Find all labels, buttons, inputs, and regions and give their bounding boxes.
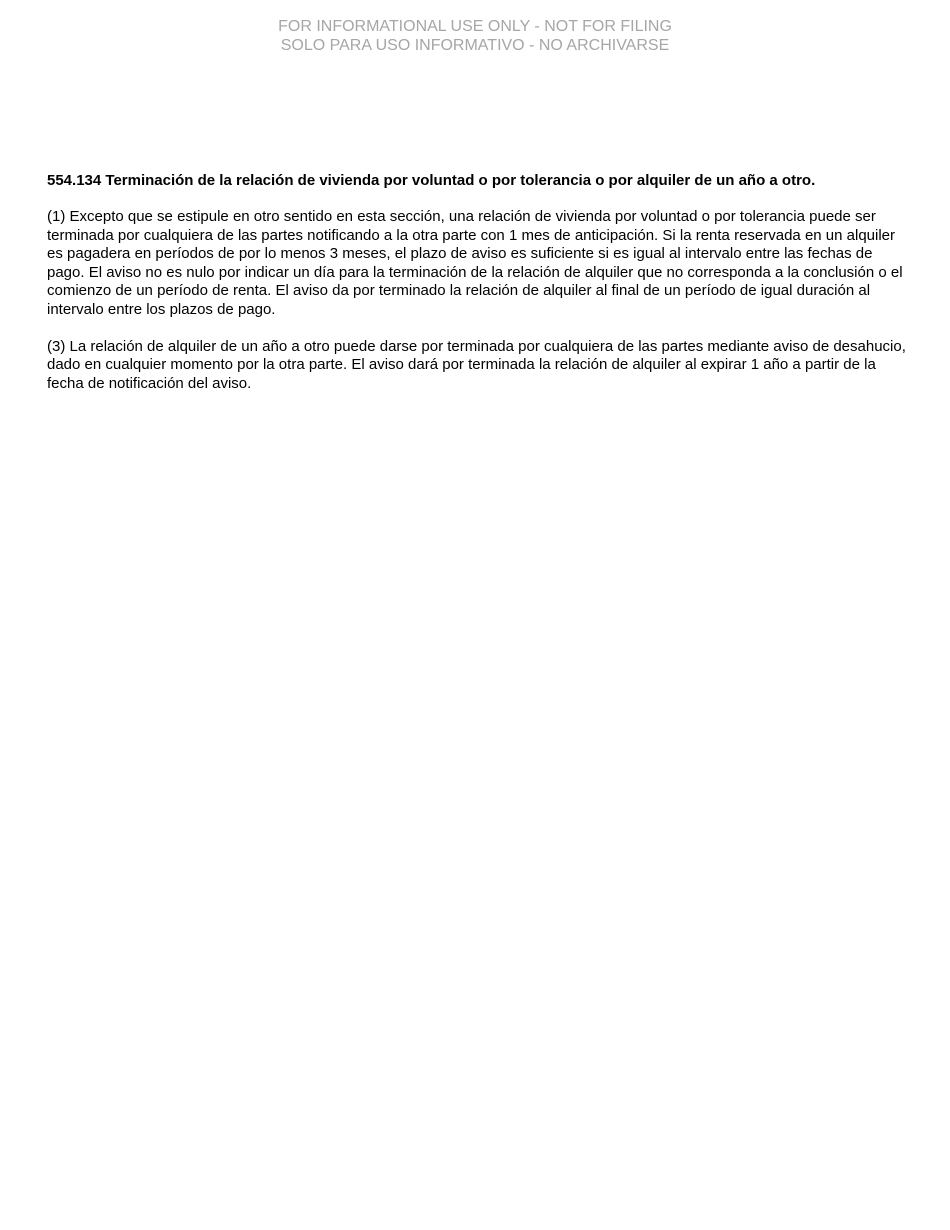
paragraph-1: (1) Excepto que se estipule en otro sentido en esta sección, una relación de vivienda por voluntad o por tolerancia puede ser terminada por cualquiera de las partes notificando a la otra parte con 1 mes de anticipación. Si la renta reservada en un alquiler es pagadera en períodos de por lo menos 3 meses, el plazo de aviso es suficiente si es igual al intervalo entre las fechas de pago. El aviso no es nulo por indicar un día para la terminación de la relación de alquiler que no corresponda a la conclusión o el comienzo de un período de renta. El aviso da por terminado la relación de alquiler al final de un período de igual duración al intervalo entre los plazos de pago. [47,208,903,318]
disclaimer-spanish: SOLO PARA USO INFORMATIVO - NO ARCHIVARSE [280,37,670,54]
document-body [47,171,909,411]
disclaimer-header [0,17,950,55]
section-title: 554.134 Terminación de la relación de vivienda por voluntad o por tolerancia o por alquiler de un año a otro. [47,172,816,189]
paragraph-3: (3) La relación de alquiler de un año a otro puede darse por terminada por cualquiera de las partes mediante aviso de desahucio, dado en cualquier momento por la otra parte. El aviso dará por terminada la relación de alquiler al expirar 1 año a partir de la fecha de notificación del aviso. [47,337,906,392]
disclaimer-english: FOR INFORMATIONAL USE ONLY - NOT FOR FILING [278,18,672,35]
